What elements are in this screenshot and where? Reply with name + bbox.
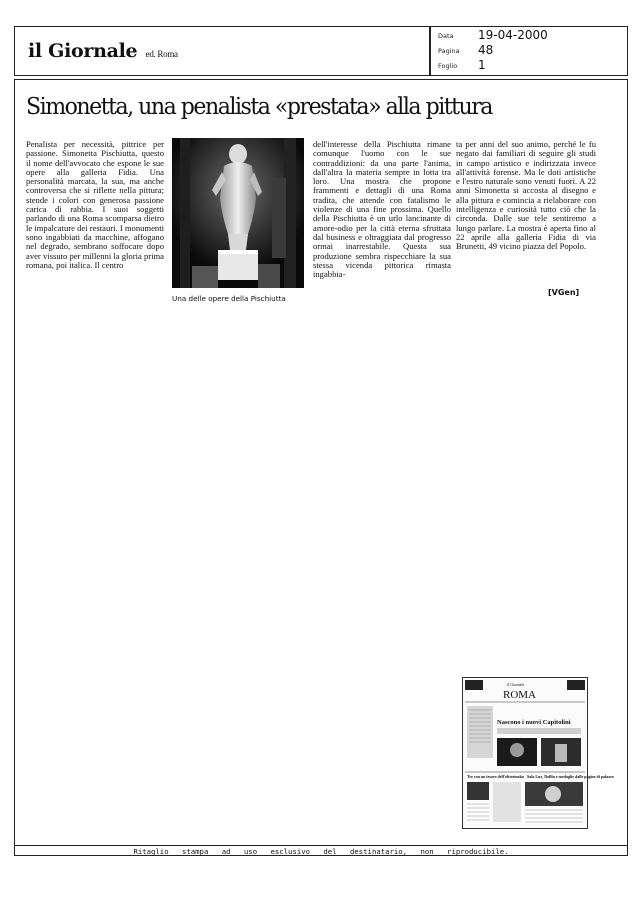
pagina-value: 48 [478,43,494,57]
edition-label: ed. Roma [145,49,178,59]
data-value: 19-04-2000 [478,28,548,42]
thumb-logo-right [567,680,585,690]
author-signature: [VGen] [548,288,580,297]
article-column-3: dell'interesse della Pischiutta rimane comunque l'uomo con le sue contraddizioni: da una parte l'anima, dall'altra la materia sempre in lotta tra loro. Una mostra che propone frammenti e dettagli di una Roma tradita, che attende con fatalismo le violenze di una fine prossima. Quello della Pischiutta è un urlo lancinante di amore-odio per la città eterna sfruttata dal business e oltraggiata dal progresso ormai inarrestabile. Questa sua produzione sembra rispecchiare la sua stessa vicenda pittorica rimasta ingabbia- [313,139,451,280]
masthead [28,40,178,62]
pagina-label: Pagina [438,47,460,55]
photo-caption: Una delle opere della Pischiutta [172,294,286,303]
data-label: Data [438,32,454,40]
thumb-sub2: Sala Lux, Dolfin e medaglie dalle pagine di palazzo [527,774,614,779]
thumb-title: ROMA [503,689,537,701]
foglio-value: 1 [478,58,486,72]
statue-illustration [172,138,304,288]
thumb-sub1: Tre con un tesoro dell'oltretomba [467,774,524,779]
article-column-4: ta per anni del suo animo, perché le fu negato dai familiari di seguire gli studi in campo artistico e indirizzata invece all'attività forense. Ma le doti artistiche e l'estro naturale sono venuti fuori. A 22 anni Simonetta si accosta al disegno e alla pittura e comincia a rielaborare con intelligenza e curiosità tutto ciò che la circonda. Dalle sue tele sentiremo a lungo parlare. La mostra è aperta fino al 22 aprile alla galleria Fidia di via Brunetti, 49 vicino piazza del Popolo. [456,139,596,252]
artwork-photo [172,138,304,288]
page-thumbnail-graphic [463,678,614,828]
page-thumbnail [462,677,614,829]
footer-notice: Ritaglio stampa ad uso esclusivo del destinatario, non riproducibile. [133,847,509,856]
masthead-title: il Giornale [28,40,138,62]
thumb-headline: Nascono i nuovi Capitolini [497,719,571,726]
article-headline: Simonetta, una penalista «prestata» alla pittura [26,92,492,120]
thumb-masthead: il Giornale [507,682,525,687]
article-column-1: Penalista per necessità, pittrice per passione. Simonetta Pischiutta, questo il nome dell'avvocato che espone le sue opere alla galleria Fidia. Una personalità marcata, la sua, ma anche controversa che si riflette nella pittura; stende i colori con generosa passione carica di rabbia. I suoi soggetti parlando di una Roma scomparsa dietro le impalcature dei restauri. I monumenti sono ingabbiati da macchine, affogano nel degrado, sembrano soffocare dopo aver vissuto per millenni la gloria prima romana, poi italica. Il centro [26,139,164,270]
thumb-logo-left [465,680,483,690]
foglio-label: Foglio [438,62,458,70]
